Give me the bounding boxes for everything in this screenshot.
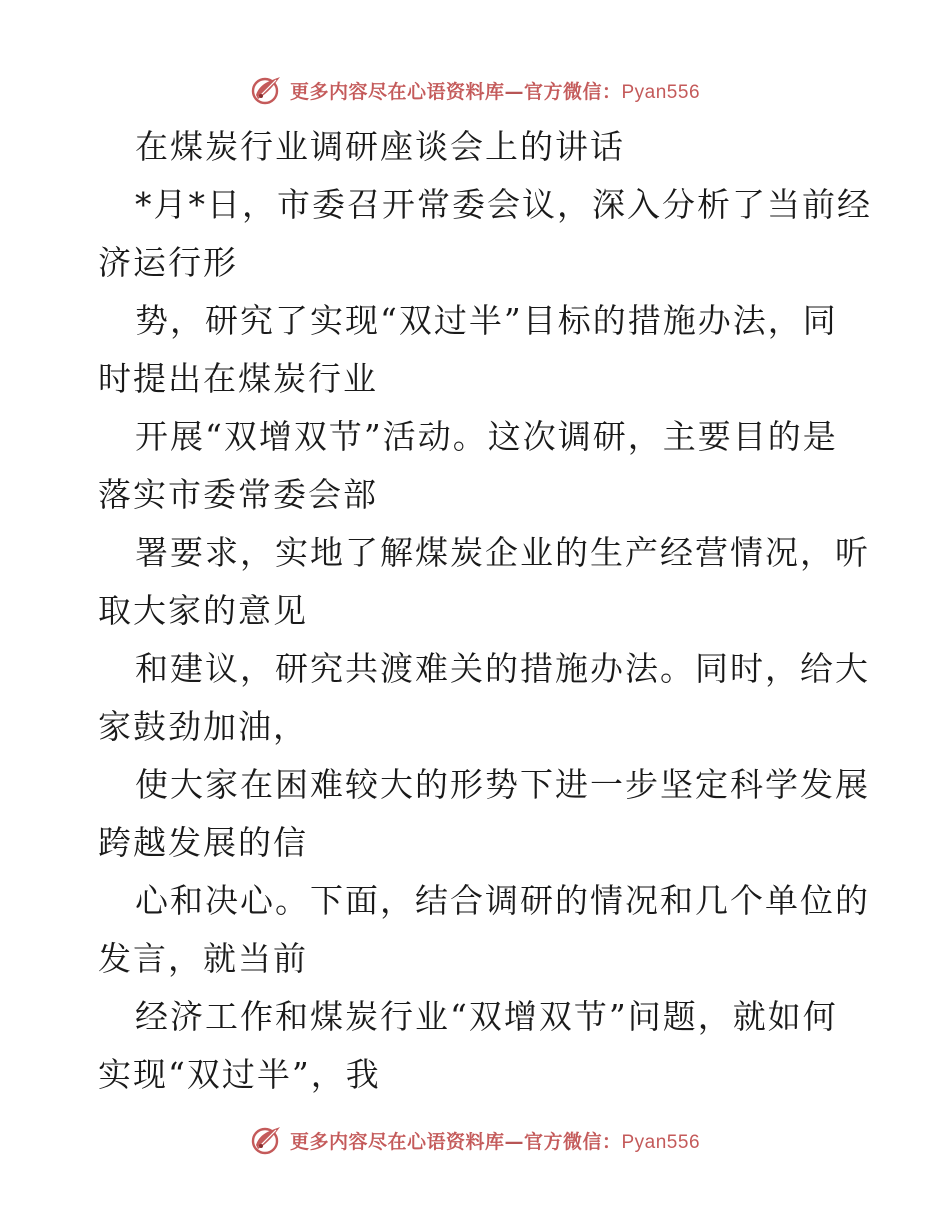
document-line: *月*日，市委召开常委会议，深入分析了当前经 [135,185,872,224]
document-line: 发言，就当前 [98,939,308,978]
document-line: 署要求，实地了解煤炭企业的生产经营情况，听 [135,533,870,572]
footer-banner-title: 更多内容尽在心语资料库 [289,1130,505,1153]
footer-banner-text [290,1127,700,1154]
leaf-pen-logo-icon [250,1123,284,1157]
document-line: 实现“双过半”，我 [98,1055,381,1094]
document-body [98,118,872,1104]
header-banner [0,70,950,110]
header-banner-separator: — [504,80,524,103]
leaf-pen-logo-icon [250,73,284,107]
footer-banner [0,1120,950,1160]
document-line: 取大家的意见 [98,591,308,630]
document-line: 时提出在煤炭行业 [98,359,378,398]
footer-banner-brand: Pyan556 [621,1131,701,1153]
document-title: 在煤炭行业调研座谈会上的讲话 [135,127,625,166]
header-banner-suffix: 官方微信： [523,80,622,103]
document-line: 开展“双增双节”活动。这次调研，主要目的是 [135,417,838,456]
header-banner-title: 更多内容尽在心语资料库 [289,80,505,103]
document-line: 落实市委常委会部 [98,475,378,514]
document-line: 和建议，研究共渡难关的措施办法。同时，给大 [135,649,870,688]
document-line: 家鼓劲加油， [98,707,308,746]
document-line: 使大家在困难较大的形势下进一步坚定科学发展 [135,765,870,804]
document-line: 经济工作和煤炭行业“双增双节”问题，就如何 [135,997,838,1036]
header-banner-text [290,77,700,104]
header-banner-brand: Pyan556 [621,81,701,103]
document-line: 济运行形 [98,243,238,282]
document-line: 心和决心。下面，结合调研的情况和几个单位的 [135,881,870,920]
footer-banner-suffix: 官方微信： [523,1130,622,1153]
footer-banner-separator: — [504,1130,524,1153]
document-line: 跨越发展的信 [98,823,308,862]
document-line: 势，研究了实现“双过半”目标的措施办法，同 [135,301,838,340]
